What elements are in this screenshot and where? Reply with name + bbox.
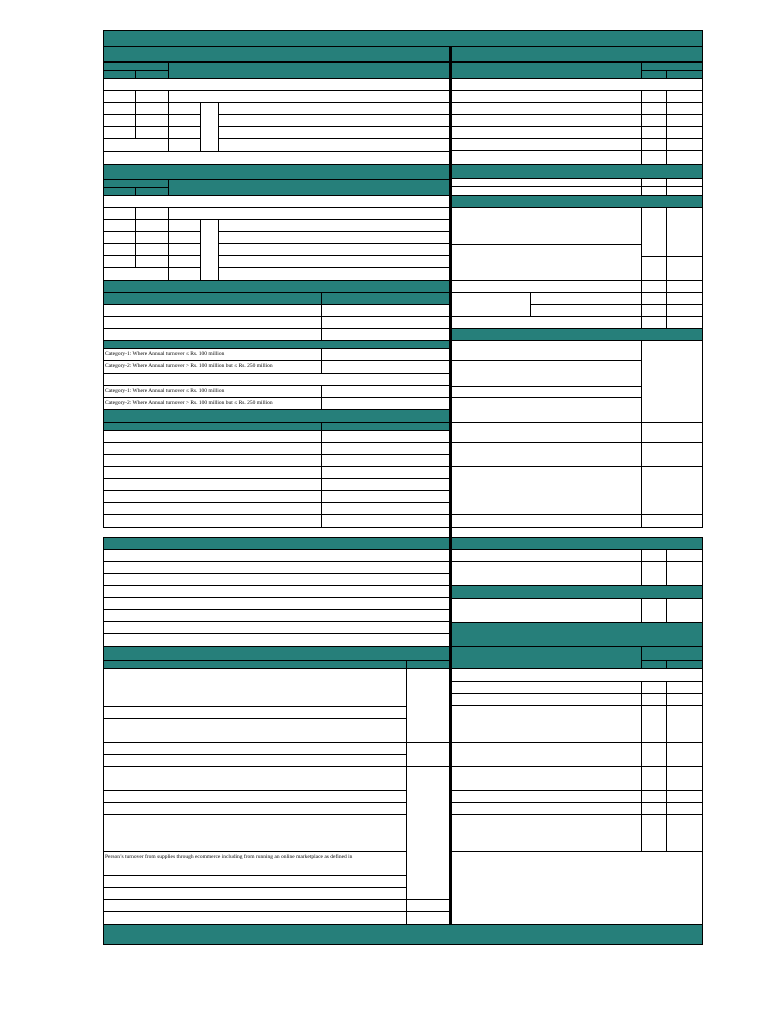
- right-sd-row-2[interactable]: [451, 360, 642, 387]
- right-section-b-header: [451, 164, 703, 179]
- right-sg-c9[interactable]: [666, 814, 703, 852]
- left-s1-cell-c6[interactable]: [168, 138, 201, 152]
- right-sd-amt-2[interactable]: [641, 422, 703, 443]
- right-sc-c2[interactable]: [666, 256, 703, 281]
- category-1-turnover-row: Category-1: Where Annual turnover ≤ Rs. 100 million: [103, 348, 322, 361]
- left-s1-desc-4[interactable]: [218, 138, 450, 152]
- column-divider: [449, 46, 452, 924]
- right-sg-b6[interactable]: [641, 766, 667, 791]
- right-section-g-col-a: [641, 646, 703, 661]
- left-s2-cell-a7[interactable]: [103, 267, 169, 281]
- right-sc-c1[interactable]: [666, 207, 703, 257]
- right-sc-b1[interactable]: [641, 207, 667, 257]
- left-s1-blank-row[interactable]: [103, 151, 450, 165]
- left-s1-cell-a6[interactable]: [103, 138, 169, 152]
- right-sd-amt-1[interactable]: [641, 340, 703, 423]
- left-section-1-header: [103, 46, 450, 62]
- right-sg-c4[interactable]: [666, 705, 703, 743]
- right-sg-row-5[interactable]: [451, 742, 642, 767]
- left-s6-amt-3[interactable]: [406, 766, 450, 900]
- left-s6-row-3[interactable]: [103, 718, 407, 743]
- right-sg-row-1[interactable]: [451, 668, 703, 682]
- category-2-turnover-row-b: Category-2: Where Annual turnover > Rs. 100 million but ≤ Rs. 250 million: [103, 397, 322, 410]
- left-s6-amt-5[interactable]: [406, 911, 450, 925]
- right-section-g-header: [451, 622, 703, 647]
- left-section-4-header: [103, 409, 450, 423]
- left-section-2-subheader-b: [168, 179, 450, 196]
- left-s6-row-9[interactable]: [103, 814, 407, 852]
- category-1-turnover-row-b: Category-1: Where Annual turnover ≤ Rs. 100 million: [103, 385, 322, 398]
- form-footer-bar: [103, 924, 703, 945]
- ecommerce-turnover-row: Person’s turnover from supplies through ecommerce including from running an online marketplace as defined in: [103, 851, 407, 876]
- right-sg-row-4[interactable]: [451, 705, 642, 743]
- left-s5-row-8[interactable]: [103, 633, 450, 647]
- right-sg-signature-block[interactable]: [451, 851, 703, 925]
- left-section-6-header: [103, 646, 450, 661]
- left-s1-split: [200, 102, 219, 152]
- left-s6-amt-1[interactable]: [406, 668, 450, 743]
- left-s2-cell-c7[interactable]: [168, 267, 201, 281]
- right-section-a-header: [451, 46, 703, 62]
- right-sg-b4[interactable]: [641, 705, 667, 743]
- category-2-turnover-row: Category-2: Where Annual turnover > Rs. 100 million but ≤ Rs. 250 million: [103, 360, 322, 374]
- right-sd-amt-4[interactable]: [641, 466, 703, 515]
- right-section-a-col-desc: [451, 62, 642, 79]
- left-section-2-header: [103, 164, 450, 180]
- left-s2-split: [200, 219, 219, 281]
- right-section-f-header: [451, 585, 703, 599]
- right-section-g-col-desc: [451, 646, 642, 669]
- right-sd-amt-3[interactable]: [641, 442, 703, 467]
- right-se-row-2[interactable]: [451, 561, 642, 586]
- right-sd-row-1[interactable]: [451, 340, 642, 361]
- right-sf-b1[interactable]: [641, 598, 667, 623]
- right-sa-c7[interactable]: [666, 150, 703, 165]
- right-sd-row-8[interactable]: [451, 514, 642, 528]
- right-sg-c5[interactable]: [666, 742, 703, 767]
- right-sd-row-5[interactable]: [451, 422, 642, 443]
- left-section-1-subheader-b: [168, 62, 450, 79]
- form-title-bar: [103, 30, 703, 47]
- right-sd-amt-5[interactable]: [641, 514, 703, 528]
- right-se-b2[interactable]: [641, 561, 667, 586]
- right-sg-row-6[interactable]: [451, 766, 642, 791]
- right-sg-b5[interactable]: [641, 742, 667, 767]
- right-sc-split-label[interactable]: [451, 292, 531, 317]
- right-sd-row-6[interactable]: [451, 442, 642, 467]
- right-sa-row-7[interactable]: [451, 150, 642, 165]
- right-se-c2[interactable]: [666, 561, 703, 586]
- right-sf-c1[interactable]: [666, 598, 703, 623]
- left-s6-amt-2[interactable]: [406, 742, 450, 767]
- category-2-amount[interactable]: [321, 360, 450, 374]
- left-s6-row-1[interactable]: [103, 668, 407, 707]
- right-sc-row-2[interactable]: [451, 244, 642, 281]
- left-s4-amt-8[interactable]: [321, 514, 450, 528]
- right-sd-row-7[interactable]: [451, 466, 642, 515]
- right-sc-row-1[interactable]: [451, 207, 642, 245]
- left-s6-row-6[interactable]: [103, 766, 407, 791]
- right-sf-row-1[interactable]: [451, 598, 642, 623]
- right-sc-b2[interactable]: [641, 256, 667, 281]
- right-sa-b7[interactable]: [641, 150, 667, 165]
- left-s6-row-14[interactable]: [103, 911, 407, 925]
- right-sd-row-4[interactable]: [451, 397, 642, 423]
- left-s2-desc-5[interactable]: [218, 267, 450, 281]
- right-sg-row-9[interactable]: [451, 814, 642, 852]
- right-sg-c6[interactable]: [666, 766, 703, 791]
- right-sg-b9[interactable]: [641, 814, 667, 852]
- left-s4-row-8[interactable]: [103, 514, 322, 528]
